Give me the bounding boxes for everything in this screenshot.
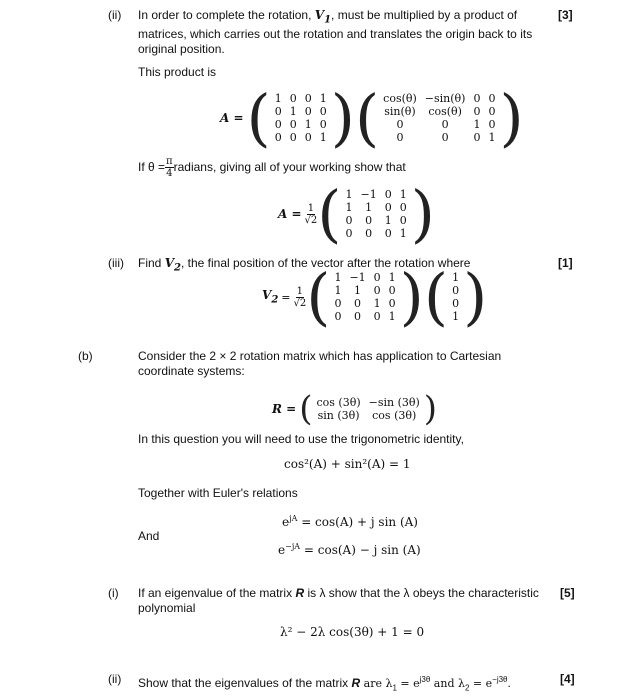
text-segment: , the final position of the vector after the rotation where xyxy=(180,256,471,270)
matrix-row xyxy=(448,297,463,310)
theta-condition xyxy=(138,156,406,179)
and-label: And xyxy=(138,529,160,543)
product-intro: This product is xyxy=(138,65,217,79)
matrix-cell: 0 xyxy=(473,105,481,118)
matrix-cell: 0 xyxy=(354,297,362,310)
text-line: polynomial xyxy=(138,601,196,615)
matrix-cell: 0 xyxy=(365,227,373,240)
matrix-cell: 0 xyxy=(319,118,327,131)
matrix-cell: 0 xyxy=(473,92,481,105)
matrix-row xyxy=(341,214,410,227)
characteristic-polynomial: λ² − 2λ cos(3θ) + 1 = 0 xyxy=(280,625,425,639)
marks-a-ii: [3] xyxy=(558,8,573,22)
text-line: original position. xyxy=(138,42,225,57)
matrix-cell: 1 xyxy=(452,310,460,323)
text-segment: If an eigenvalue of the matrix xyxy=(138,586,296,600)
matrix-cell: 1 xyxy=(289,105,297,118)
text-segment: Find xyxy=(138,256,165,270)
vector-v2: $V_2$ xyxy=(164,256,181,274)
euler-intro: Together with Euler's relations xyxy=(138,486,298,500)
identity-intro: In this question you will need to use the trigonometric identity, xyxy=(138,432,464,446)
text-line: coordinate systems: xyxy=(138,364,245,378)
matrix-cell: 0 xyxy=(274,131,282,144)
matrix-cell: 1 xyxy=(334,271,342,284)
matrix-cell: −sin (3θ) xyxy=(368,396,420,409)
matrix-cell: 1 xyxy=(345,201,353,214)
matrix-translation xyxy=(271,92,331,144)
matrix-cell: 0 xyxy=(399,201,407,214)
matrix-cell: 0 xyxy=(289,131,297,144)
matrix-cell: cos(θ) xyxy=(383,92,417,105)
matrix-cell: 0 xyxy=(441,118,449,131)
V2-label: $V_2$ xyxy=(262,288,279,306)
matrix-row xyxy=(312,409,423,422)
matrix-cell: 0 xyxy=(452,284,460,297)
A-label: A = xyxy=(220,111,244,125)
text-segment: , must be multiplied by a product of xyxy=(331,8,518,22)
matrix-row xyxy=(379,118,499,131)
matrix-cell: 0 xyxy=(334,297,342,310)
matrix-cell: −1 xyxy=(349,271,366,284)
one-over-sqrt2: $\frac{1}{√2}$ xyxy=(304,202,318,226)
matrix-cell: 0 xyxy=(304,105,312,118)
part-b-label: (b) xyxy=(78,349,93,363)
matrix-row xyxy=(271,105,331,118)
matrix-cell: 0 xyxy=(441,131,449,144)
part-b-i-label: (i) xyxy=(108,586,119,600)
matrix-row xyxy=(379,131,499,144)
matrix-row xyxy=(379,105,499,118)
matrix-cell: 1 xyxy=(488,131,496,144)
matrix-cell: 0 xyxy=(334,310,342,323)
matrix-row xyxy=(312,396,423,409)
matrix-row xyxy=(271,92,331,105)
matrix-cell: −1 xyxy=(360,188,377,201)
matrix-rotation xyxy=(379,92,499,144)
matrix-cell: 0 xyxy=(399,214,407,227)
part-a-ii-label: (ii) xyxy=(108,8,122,22)
matrix-cell: 0 xyxy=(304,131,312,144)
matrix-cell: sin (3θ) xyxy=(317,409,360,422)
marks-b-i: [5] xyxy=(560,586,575,600)
text-line: matrices, which carries out the rotation and translates the origin back to its xyxy=(138,27,533,42)
matrix-cell: 1 xyxy=(304,118,312,131)
part-a-ii-text xyxy=(138,8,538,57)
equation-A-result: A = $\frac{1}{√2}$ ( 1 −1 0 1 1 1 0 0 0 0 1 0 0 0 0 1 ) xyxy=(278,177,435,250)
text-segment: Show that the eigenvalues of the matrix xyxy=(138,676,352,690)
matrix-cell: 0 xyxy=(384,201,392,214)
pi-over-four: $\frac{\pi}{4}$ xyxy=(166,156,173,179)
matrix-cell: 0 xyxy=(396,131,404,144)
matrix-row xyxy=(448,310,463,323)
matrix-row xyxy=(448,284,463,297)
matrix-R-symbol: R xyxy=(295,586,305,600)
matrix-cell: 0 xyxy=(274,118,282,131)
matrix-cell: 1 xyxy=(365,201,373,214)
matrix-cell: −sin(θ) xyxy=(424,92,466,105)
matrix-cell: cos(θ) xyxy=(428,105,462,118)
matrix-row xyxy=(271,131,331,144)
matrix-cell: 1 xyxy=(319,131,327,144)
matrix-cell: 1 xyxy=(373,297,381,310)
one-over-sqrt2: $\frac{1}{√2}$ xyxy=(293,285,307,309)
vector-v1: $V_1$ xyxy=(314,8,332,26)
matrix-cell: 0 xyxy=(488,118,496,131)
matrix-cell: 0 xyxy=(452,297,460,310)
matrix-cell: 0 xyxy=(384,188,392,201)
marks-b-ii: [4] xyxy=(560,672,575,686)
matrix-cell: 0 xyxy=(488,92,496,105)
matrix-cell: 0 xyxy=(345,227,353,240)
A-result-label: A = xyxy=(278,207,302,221)
matrix-cell: 0 xyxy=(396,118,404,131)
matrix-A xyxy=(341,188,410,240)
matrix-A xyxy=(330,271,399,323)
matrix-cell: sin(θ) xyxy=(384,105,416,118)
matrix-cell: 0 xyxy=(354,310,362,323)
matrix-row xyxy=(341,227,410,240)
matrix-cell: 1 xyxy=(274,92,282,105)
matrix-cell: 1 xyxy=(473,118,481,131)
matrix-cell: 1 xyxy=(319,92,327,105)
matrix-cell: cos (3θ) xyxy=(316,396,361,409)
matrix-cell: 1 xyxy=(399,188,407,201)
matrix-cell: 0 xyxy=(345,214,353,227)
matrix-cell: cos (3θ) xyxy=(372,409,417,422)
matrix-cell: 1 xyxy=(452,271,460,284)
euler-relation-2: $e^{-jA} = \cos(A) - j$ sin (A) xyxy=(278,542,421,557)
text-segment: is λ show that the λ obeys the characteristic xyxy=(304,586,539,600)
part-b-ii-label: (ii) xyxy=(108,672,122,686)
matrix-row xyxy=(330,297,399,310)
matrix-cell: 0 xyxy=(289,92,297,105)
matrix-cell: 0 xyxy=(373,271,381,284)
part-b-intro xyxy=(138,349,501,379)
matrix-row xyxy=(330,271,399,284)
part-b-ii-text: Show that the eigenvalues of the matrix R are $\lambda_1 = e^{j3\theta}$ and $\lambda_2 = e^{-j3\theta}$. xyxy=(138,675,511,693)
matrix-cell: 1 xyxy=(334,284,342,297)
equals-sign: = xyxy=(281,290,291,304)
matrix-row xyxy=(341,201,410,214)
text-segment: radians, giving all of your working show that xyxy=(173,160,406,174)
matrix-cell: 0 xyxy=(373,284,381,297)
text-line: Consider the 2 × 2 rotation matrix which has application to Cartesian xyxy=(138,349,502,363)
matrix-cell: 0 xyxy=(319,105,327,118)
part-b-i-text xyxy=(138,586,539,616)
trig-identity: cos²(A) + sin²(A) = 1 xyxy=(284,457,411,471)
euler-relation-1: $e^{jA} = \cos(A) + j$ sin (A) xyxy=(282,514,418,529)
equation-V2: $V_2$ = $\frac{1}{√2}$ ( 1 −1 0 1 1 1 0 0 0 0 1 0 0 0 0 1 ) ( 1 0 0 1 ) xyxy=(262,260,488,333)
matrix-row xyxy=(271,118,331,131)
matrix-cell: 1 xyxy=(345,188,353,201)
R-label: R = xyxy=(272,402,297,416)
matrix-row xyxy=(330,310,399,323)
part-a-iii-label: (iii) xyxy=(108,256,124,270)
matrix-cell: 0 xyxy=(365,214,373,227)
matrix-row xyxy=(341,188,410,201)
matrix-R-2x2 xyxy=(312,396,423,422)
matrix-cell: 0 xyxy=(304,92,312,105)
matrix-cell: 0 xyxy=(388,284,396,297)
matrix-R-symbol: R xyxy=(351,676,361,690)
matrix-cell: 1 xyxy=(354,284,362,297)
matrix-cell: 0 xyxy=(384,227,392,240)
equation-R: R = ( cos (3θ) −sin (3θ) sin (3θ) cos (3θ) ) xyxy=(272,389,438,429)
matrix-cell: 0 xyxy=(373,310,381,323)
matrix-cell: 1 xyxy=(399,227,407,240)
vector-v1-column xyxy=(448,271,463,323)
matrix-cell: 0 xyxy=(488,105,496,118)
matrix-cell: 0 xyxy=(289,118,297,131)
matrix-row xyxy=(330,284,399,297)
text-segment: are λ xyxy=(360,677,393,690)
matrix-cell: 0 xyxy=(388,297,396,310)
matrix-cell: 1 xyxy=(388,310,396,323)
matrix-cell: 1 xyxy=(388,271,396,284)
marks-a-iii: [1] xyxy=(558,256,573,270)
text-segment: If θ = xyxy=(138,160,166,174)
text-segment: In order to complete the rotation, xyxy=(138,8,315,22)
matrix-row xyxy=(379,92,499,105)
equation-A-product: A = ( 1 0 0 1 0 1 0 0 0 0 1 0 0 0 0 1 ) ( cos(θ) −sin(θ) 0 0 sin(θ) cos(θ) 0 0 0 0 1 0 0 0 0 1 ) xyxy=(220,81,524,154)
matrix-cell: 1 xyxy=(384,214,392,227)
matrix-cell: 0 xyxy=(473,131,481,144)
matrix-row xyxy=(448,271,463,284)
matrix-cell: 0 xyxy=(274,105,282,118)
